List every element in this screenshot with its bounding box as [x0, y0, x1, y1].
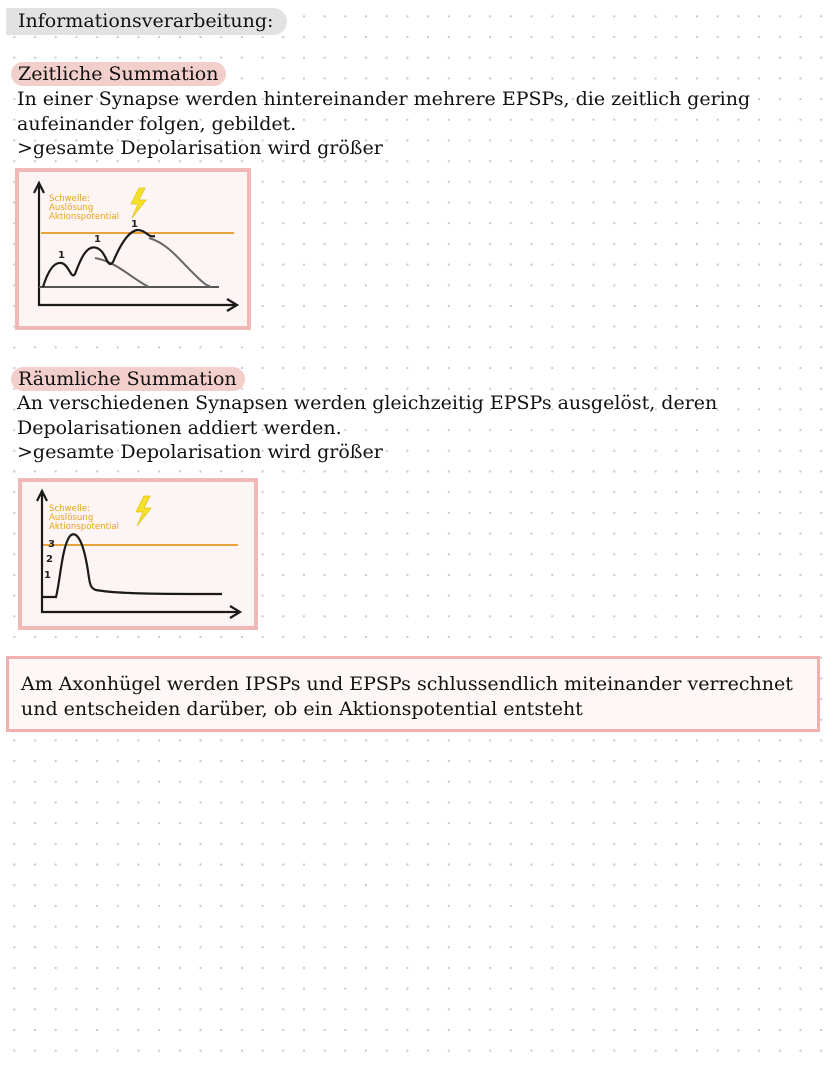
epsp-mark-2: 2	[46, 554, 53, 565]
spatial-description: An verschiedenen Synapsen werden gleichzeitig EPSPs ausgelöst, deren Depolarisationen addiert werden. >gesamte Depolarisation wird größer	[17, 392, 718, 463]
spatial-summation-graph	[22, 482, 262, 634]
threshold-label-line-2: Auslösung	[49, 513, 94, 523]
epsp-tail-3	[149, 238, 211, 287]
temporal-summation-figure	[15, 168, 251, 330]
epsp-mark-2: 1	[94, 234, 101, 245]
section-heading-spatial: Räumliche Summation	[11, 367, 245, 391]
temporal-description: In einer Synapse werden hintereinander mehrere EPSPs, die zeitlich gering aufeinander folgen, gebildet. >gesamte Depolarisation wird größer	[17, 88, 751, 159]
spatial-summation-figure	[18, 478, 258, 630]
epsp-tail-2	[95, 258, 149, 287]
epsp-mark-1: 1	[58, 250, 65, 261]
epsp-mark-1: 1	[44, 570, 51, 581]
temporal-summation-graph	[19, 172, 255, 334]
lightning-icon	[136, 496, 151, 526]
threshold-label-line-1: Schwelle:	[49, 504, 90, 514]
threshold-label-line-3: Aktionspotential	[49, 212, 120, 222]
threshold-label-line-2: Auslösung	[49, 203, 94, 213]
threshold-label-line-3: Aktionspotential	[49, 522, 120, 532]
page-title: Informationsverarbeitung:	[6, 8, 287, 35]
summed-potential-curve	[42, 534, 222, 597]
lightning-icon	[131, 188, 146, 218]
threshold-label-line-1: Schwelle:	[49, 194, 90, 204]
epsp-mark-3: 3	[48, 539, 55, 550]
conclusion-box: Am Axonhügel werden IPSPs und EPSPs schlussendlich miteinander verrechnet und entscheiden darüber, ob ein Aktionspotential entsteht	[6, 656, 820, 732]
epsp-mark-3: 1	[131, 219, 138, 230]
section-heading-temporal: Zeitliche Summation	[11, 62, 226, 86]
